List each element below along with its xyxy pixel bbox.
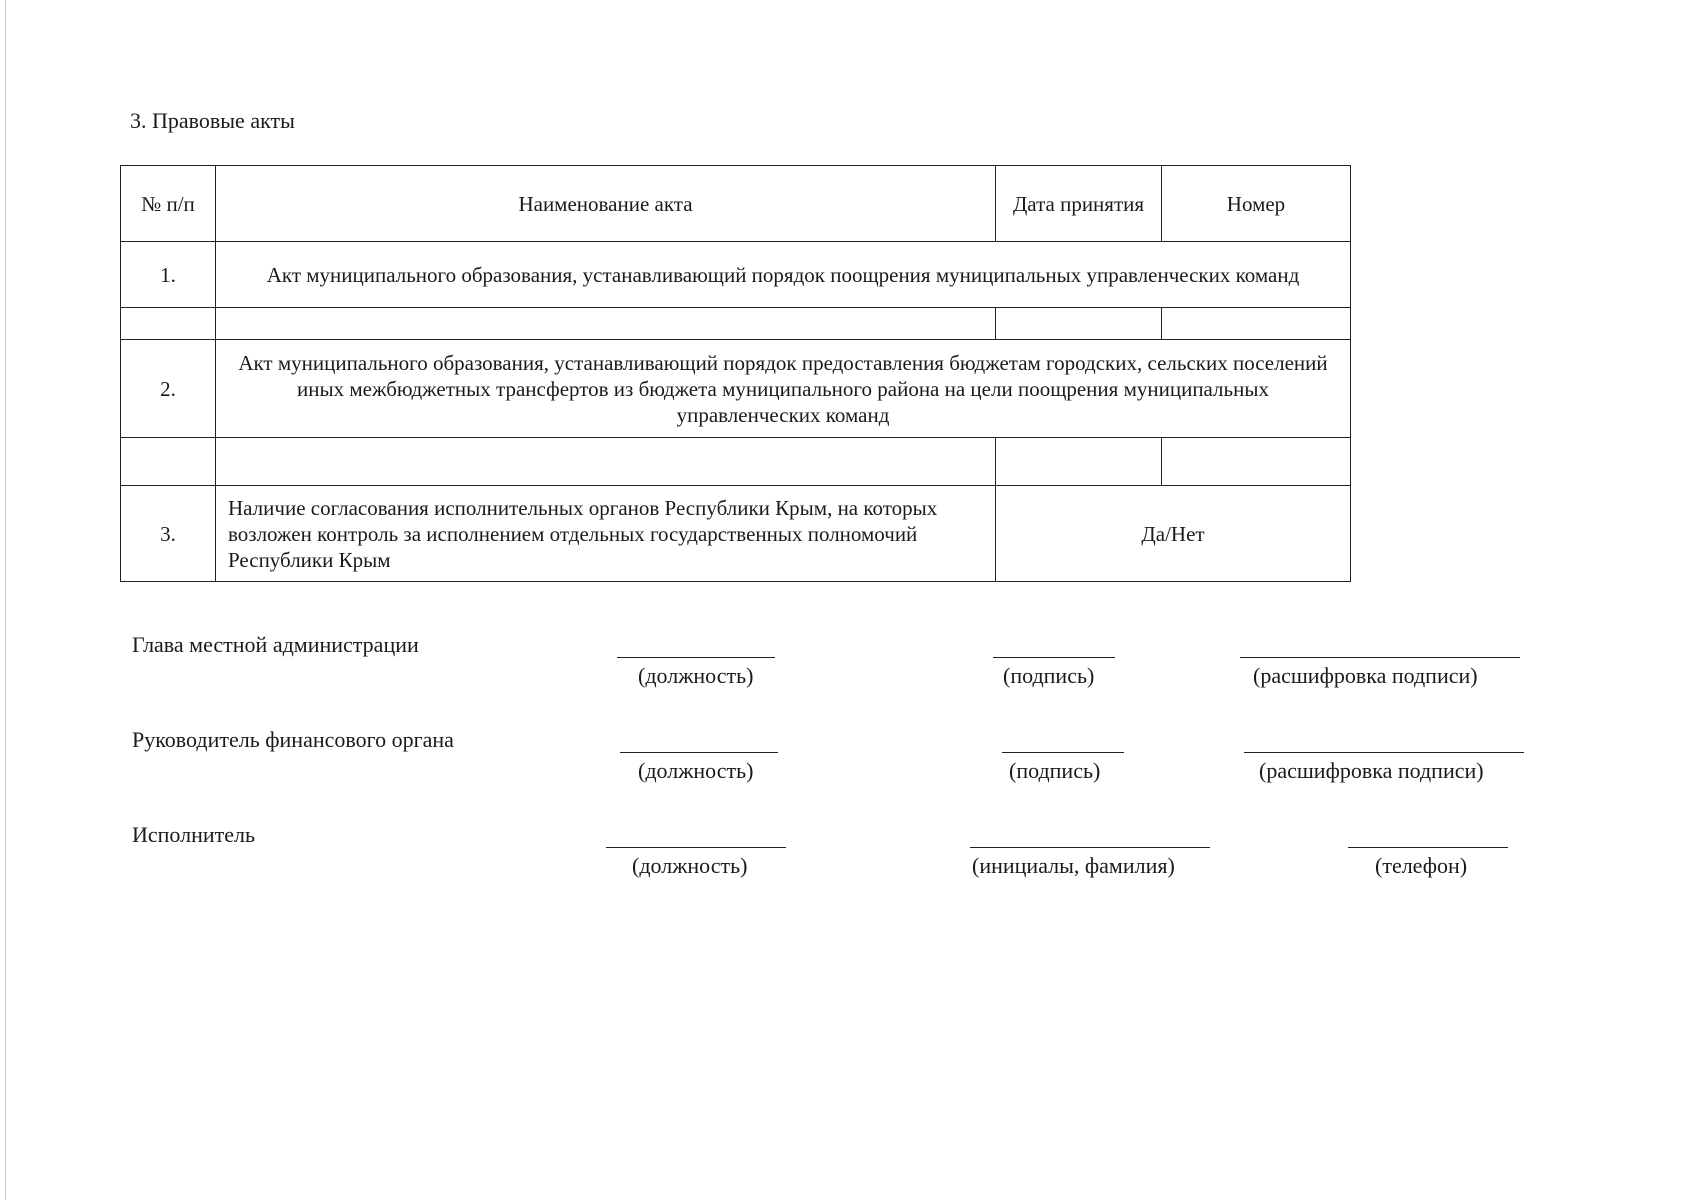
table-row-blank [121,308,1351,340]
blank-cell-number[interactable] [1162,438,1351,486]
initials-surname-line[interactable] [970,847,1210,848]
header-number: Номер [1162,166,1351,242]
row-num: 2. [121,340,216,438]
row-act-text: Акт муниципального образования, устанавливающий порядок поощрения муниципальных управленческих команд [216,242,1351,308]
position-caption: (должность) [632,853,748,878]
blank-cell-act-name[interactable] [216,438,996,486]
signature-decoding-line[interactable] [1240,657,1520,658]
signature-label: Глава местной администрации [132,632,419,657]
page-edge-rule [5,0,6,1200]
header-adoption-date: Дата принятия [996,166,1162,242]
signature-decoding-caption: (расшифровка подписи) [1259,758,1484,783]
position-line[interactable] [620,752,778,753]
position-line[interactable] [617,657,775,658]
signature-label: Исполнитель [132,822,256,847]
table-row [121,340,1351,438]
signature-label: Руководитель финансового органа [132,727,454,752]
signature-caption: (подпись) [1009,758,1101,783]
table-row [121,242,1351,308]
row-act-text: Акт муниципального образования, устанавливающий порядок предоставления бюджетам городских, сельских поселений иных межбюджетных трансфертов из бюджета муниципального района на цели поощрения муниципальных управленческих команд [216,340,1351,438]
signature-row-head [0,632,1697,692]
signature-row-executor [0,822,1697,882]
row-act-text: Наличие согласования исполнительных органов Республики Крым, на которых возложен контроль за исполнением отдельных государственных полномочий Республики Крым [216,486,996,582]
row-num: 1. [121,242,216,308]
blank-cell-date[interactable] [996,438,1162,486]
phone-line[interactable] [1348,847,1508,848]
legal-acts-table [120,165,1351,582]
phone-caption: (телефон) [1375,853,1468,878]
blank-cell-act-name[interactable] [216,308,996,340]
section-title: 3. Правовые акты [130,108,295,133]
table-header-row [121,166,1351,242]
signature-row-finance [0,727,1697,787]
position-line[interactable] [606,847,786,848]
header-act-name: Наименование акта [216,166,996,242]
position-caption: (должность) [638,758,754,783]
blank-cell-number[interactable] [1162,308,1351,340]
blank-cell-num[interactable] [121,308,216,340]
table-row-blank [121,438,1351,486]
table-row [121,486,1351,582]
header-num: № п/п [121,166,216,242]
signature-decoding-line[interactable] [1244,752,1524,753]
row-answer[interactable]: Да/Нет [996,486,1351,582]
signature-line[interactable] [1002,752,1124,753]
blank-cell-date[interactable] [996,308,1162,340]
signature-caption: (подпись) [1003,663,1095,688]
signature-line[interactable] [993,657,1115,658]
blank-cell-num[interactable] [121,438,216,486]
initials-surname-caption: (инициалы, фамилия) [972,853,1175,878]
row-num: 3. [121,486,216,582]
position-caption: (должность) [638,663,754,688]
signature-decoding-caption: (расшифровка подписи) [1253,663,1478,688]
